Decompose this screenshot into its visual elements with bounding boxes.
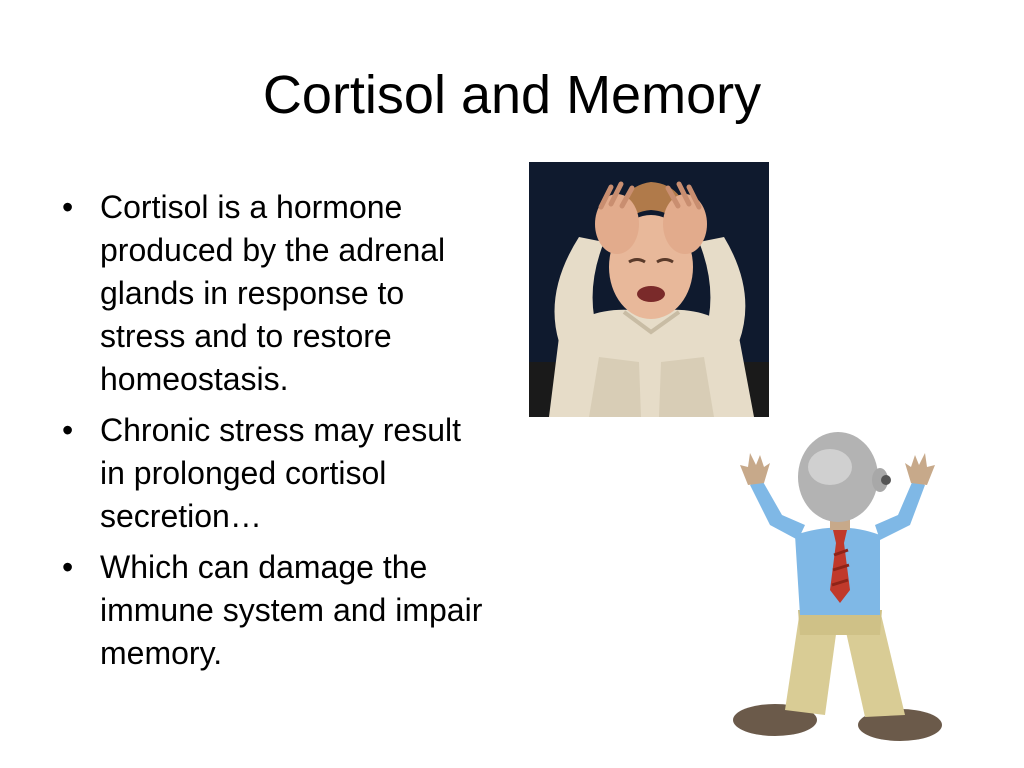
stressed-cartoon-man-icon bbox=[730, 425, 950, 755]
bullet-dot-icon: • bbox=[62, 412, 74, 448]
bullet-text: Which can damage the immune system and impair memory. bbox=[100, 549, 483, 671]
bullet-text: Chronic stress may result in prolonged cortisol secretion… bbox=[100, 412, 461, 534]
bullet-item bbox=[62, 186, 492, 401]
bullet-list bbox=[62, 186, 492, 683]
bullet-dot-icon: • bbox=[62, 189, 74, 225]
bullet-item bbox=[62, 546, 492, 675]
slide-title: Cortisol and Memory bbox=[262, 65, 762, 125]
bullet-dot-icon: • bbox=[62, 549, 74, 585]
bullet-text: Cortisol is a hormone produced by the adrenal glands in response to stress and to restore homeostasis. bbox=[100, 189, 446, 397]
bullet-item bbox=[62, 409, 492, 538]
stressed-child-photo-icon bbox=[529, 162, 769, 417]
stressed-cartoon-man bbox=[730, 425, 950, 755]
stressed-child-photo bbox=[529, 162, 769, 417]
